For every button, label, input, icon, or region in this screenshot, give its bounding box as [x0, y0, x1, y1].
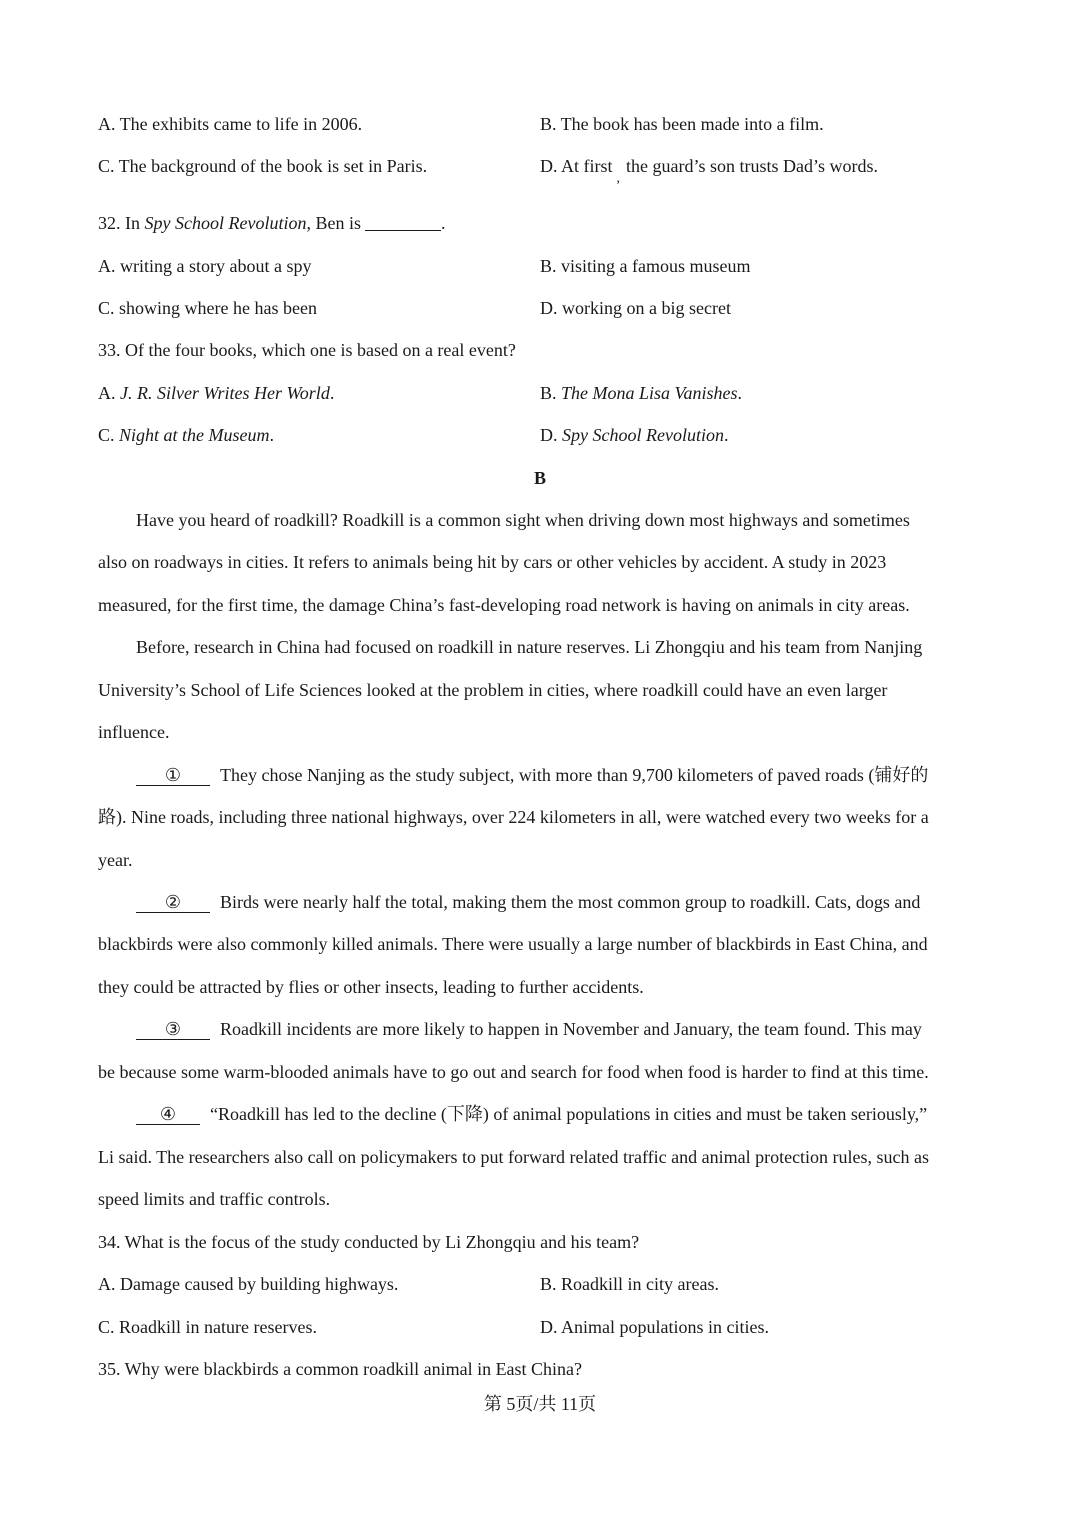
passage-line: ③ Roadkill incidents are more likely to happen in November and January, the team found. This may — [136, 1018, 922, 1040]
numbered-blank-4: ④ — [136, 1104, 200, 1125]
q33-option-c: C. Night at the Museum. — [98, 425, 275, 445]
q31-option-b: B. The book has been made into a film. — [540, 114, 824, 134]
passage-line: speed limits and traffic controls. — [98, 1189, 331, 1209]
numbered-blank-3: ③ — [136, 1019, 210, 1040]
passage-line: Have you heard of roadkill? Roadkill is a common sight when driving down most highways and sometimes — [136, 510, 910, 530]
passage-line: ② Birds were nearly half the total, making them the most common group to roadkill. Cats, dogs and — [136, 891, 920, 913]
q31-option-c: C. The background of the book is set in Paris. — [98, 156, 428, 176]
q32-option-a: A. writing a story about a spy — [98, 256, 312, 276]
q35-stem: 35. Why were blackbirds a common roadkill animal in East China? — [98, 1359, 583, 1379]
passage-line: University’s School of Life Sciences looked at the problem in cities, where roadkill could have an even larger — [98, 680, 888, 700]
passage-line: influence. — [98, 722, 170, 742]
passage-line: ① They chose Nanjing as the study subject, with more than 9,700 kilometers of paved roads (铺好的 — [136, 764, 928, 786]
q33-option-a: A. J. R. Silver Writes Her World. — [98, 383, 335, 403]
passage-line: blackbirds were also commonly killed animals. There were usually a large number of blackbirds in East China, and — [98, 934, 928, 954]
q34-option-c: C. Roadkill in nature reserves. — [98, 1317, 317, 1337]
q34-stem: 34. What is the focus of the study conducted by Li Zhongqiu and his team? — [98, 1232, 640, 1252]
numbered-blank-2: ② — [136, 892, 210, 913]
q33-option-b: B. The Mona Lisa Vanishes. — [540, 383, 743, 403]
q32-option-d: D. working on a big secret — [540, 298, 731, 318]
passage-line: also on roadways in cities. It refers to animals being hit by cars or other vehicles by accident. A study in 2023 — [98, 552, 887, 572]
q31-option-d-comma: , — [616, 171, 621, 186]
q34-option-d: D. Animal populations in cities. — [540, 1317, 769, 1337]
passage-line: ④ “Roadkill has led to the decline (下降) of animal populations in cities and must be taken seriously,” — [136, 1103, 927, 1125]
q32-stem: 32. In Spy School Revolution, Ben is . — [98, 213, 446, 233]
page-indicator: 第 5页/共 11页 — [483, 1394, 597, 1414]
section-heading: B — [533, 468, 546, 488]
numbered-blank-1: ① — [136, 765, 210, 786]
q33-stem: 33. Of the four books, which one is based on a real event? — [98, 340, 516, 360]
q31-option-d-part2: the guard’s son trusts Dad’s words. — [626, 156, 878, 176]
passage-line: year. — [98, 850, 133, 870]
q31-option-a: A. The exhibits came to life in 2006. — [98, 114, 363, 134]
passage-line: be because some warm-blooded animals have to go out and search for food when food is harder to find at this time. — [98, 1062, 929, 1082]
q32-option-c: C. showing where he has been — [98, 298, 317, 318]
q34-option-b: B. Roadkill in city areas. — [540, 1274, 719, 1294]
answer-blank — [365, 214, 441, 231]
passage-line: Li said. The researchers also call on policymakers to put forward related traffic and animal protection rules, such as — [98, 1147, 930, 1167]
passage-line: measured, for the first time, the damage China’s fast-developing road network is having on animals in city areas. — [98, 595, 910, 615]
q31-option-d-part1: D. At first — [540, 156, 613, 176]
q31-option-d — [540, 155, 878, 186]
q32-book-title: Spy School Revolution — [144, 213, 307, 233]
q32-option-b: B. visiting a famous museum — [540, 256, 751, 276]
passage-line: they could be attracted by flies or other insects, leading to further accidents. — [98, 977, 644, 997]
passage-line: Before, research in China had focused on roadkill in nature reserves. Li Zhongqiu and his team from Nanjing — [136, 637, 923, 657]
passage-line: 路). Nine roads, including three national highways, over 224 kilometers in all, were watched every two weeks for a — [98, 807, 929, 827]
q33-option-d: D. Spy School Revolution. — [540, 425, 729, 445]
q34-option-a: A. Damage caused by building highways. — [98, 1274, 399, 1294]
